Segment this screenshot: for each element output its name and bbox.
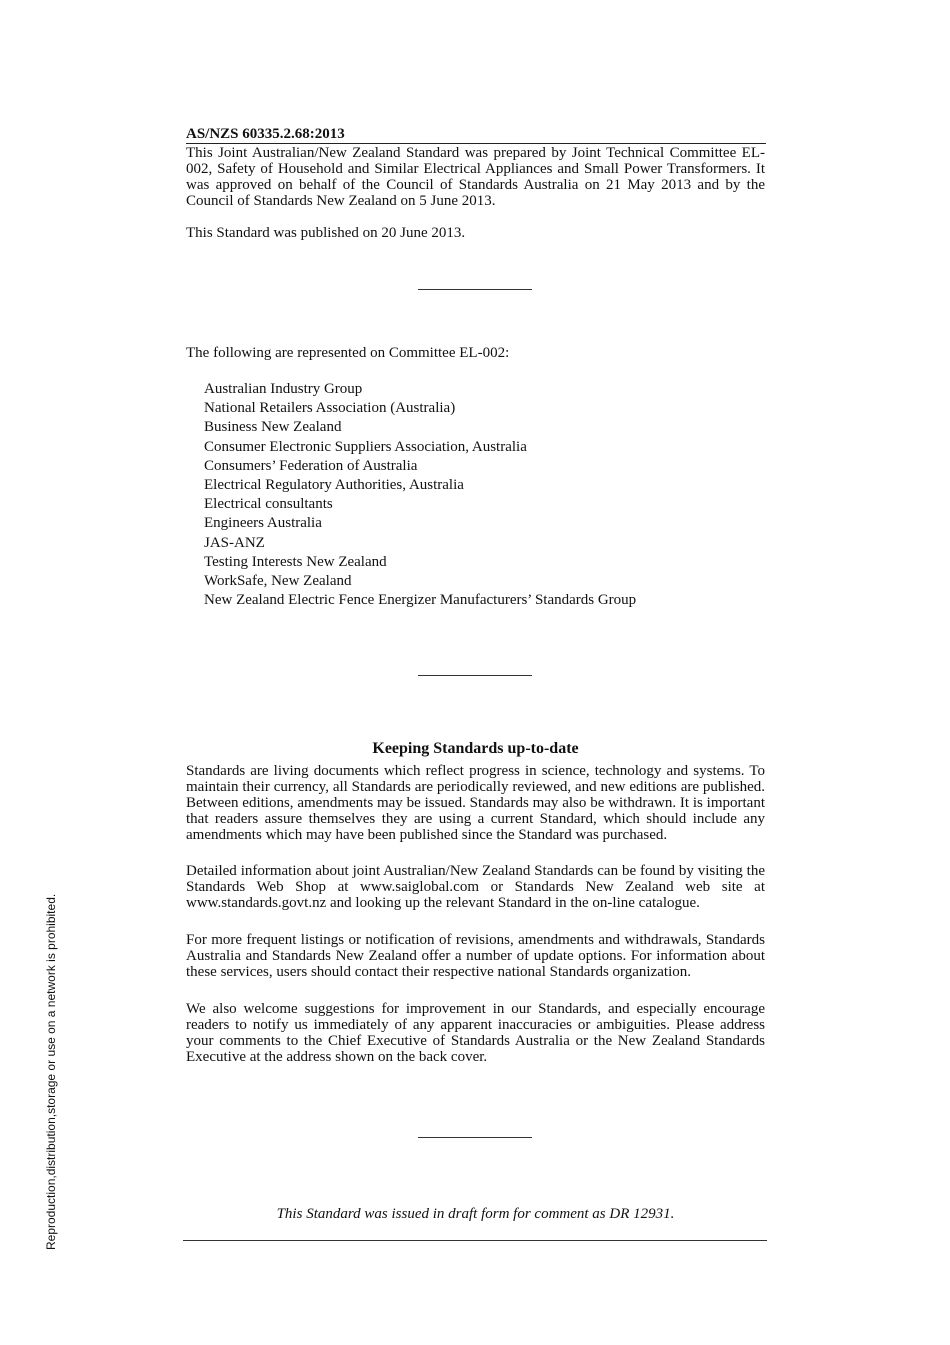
footer-rule xyxy=(183,1240,767,1241)
committee-member-list xyxy=(204,380,636,610)
uptodate-paragraph-2: Detailed information about joint Australian/New Zealand Standards can be found by visiting the Standards Web Shop at www.saiglobal.com or Standards New Zealand web site at www.standards.govt.nz and looking up the relevant Standard in the on-line catalogue. xyxy=(186,863,765,911)
uptodate-paragraph-4: We also welcome suggestions for improvement in our Standards, and especially encourage readers to notify us immediately of any apparent inaccuracies or ambiguities. Please address your comments to the Chief Executive of Standards Australia or the New Zealand Standards Executive at the address shown on the back cover. xyxy=(186,1001,765,1065)
section-divider-2 xyxy=(418,675,532,676)
published-date-text: This Standard was published on 20 June 2013. xyxy=(186,225,466,241)
member-item: Electrical Regulatory Authorities, Australia xyxy=(204,477,464,494)
member-item: Electrical consultants xyxy=(204,496,333,513)
uptodate-paragraph-1: Standards are living documents which reflect progress in science, technology and systems. To maintain their currency, all Standards are periodically reviewed, and new editions are published. Between editions, amendments may be issued. Standards may also be withdrawn. It is important that readers assure themselves they are using a current Standard, which should include any amendments which may have been published since the Standard was purchased. xyxy=(186,763,765,843)
member-item: JAS-ANZ xyxy=(204,534,265,551)
draft-note: This Standard was issued in draft form for comment as DR 12931. xyxy=(276,1206,675,1222)
member-item: National Retailers Association (Australia) xyxy=(204,400,456,417)
member-item: WorkSafe, New Zealand xyxy=(204,573,352,590)
member-item: Australian Industry Group xyxy=(204,381,363,397)
member-item: New Zealand Electric Fence Energizer Manufacturers’ Standards Group xyxy=(204,592,637,609)
member-item: Consumer Electronic Suppliers Association, Australia xyxy=(204,438,527,455)
standard-id: AS/NZS 60335.2.68:2013 xyxy=(186,126,766,144)
committee-intro: The following are represented on Committee EL-002: xyxy=(186,345,510,361)
member-item: Engineers Australia xyxy=(204,515,322,532)
section-divider-1 xyxy=(418,289,532,290)
member-item: Consumers’ Federation of Australia xyxy=(204,457,418,474)
section-divider-3 xyxy=(418,1137,532,1138)
side-notice: Reproduction,distribution,storage or use on a network is prohibited. xyxy=(44,893,58,1250)
member-item: Business New Zealand xyxy=(204,419,342,436)
uptodate-paragraph-3: For more frequent listings or notification of revisions, amendments and withdrawals, Standards Australia and Standards New Zealand offer a number of update options. For information about these services, users should contact their respective national Standards organization. xyxy=(186,932,765,980)
preparation-text: This Joint Australian/New Zealand Standard was prepared by Joint Technical Committee EL-002, Safety of Household and Similar Electrical Appliances and Small Power Transformers. It was approved on behalf of the Council of Standards Australia on 21 May 2013 and by the Council of Standards New Zealand on 5 June 2013. xyxy=(186,145,765,209)
member-item: Testing Interests New Zealand xyxy=(204,553,387,570)
section-heading: Keeping Standards up-to-date xyxy=(372,740,579,757)
